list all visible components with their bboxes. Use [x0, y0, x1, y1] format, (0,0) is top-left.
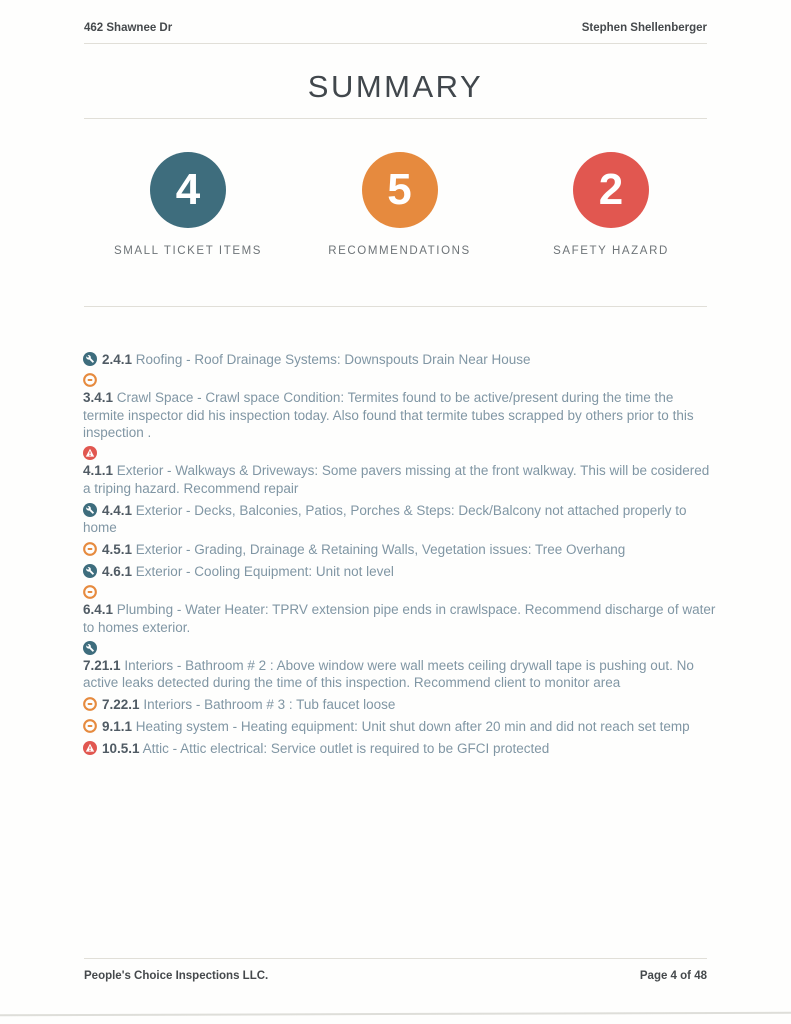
item-number: 2.4.1: [102, 352, 133, 367]
divider: [84, 43, 707, 44]
summary-counters: [0, 119, 791, 257]
minus-circle-icon: [83, 373, 97, 387]
summary-item: [83, 373, 718, 442]
item-text: Exterior - Cooling Equipment: Unit not level: [135, 564, 394, 579]
item-number: 4.5.1: [102, 542, 133, 557]
summary-item: [83, 585, 718, 636]
counter-small-ticket-items: [88, 152, 288, 257]
item-text: Exterior - Grading, Drainage & Retaining Walls, Vegetation issues: Tree Overhang: [135, 542, 626, 557]
item-number: 3.4.1: [83, 390, 114, 405]
item-number: 6.4.1: [83, 602, 114, 617]
counter-recommendations: [300, 152, 500, 257]
inspector-name: Stephen Shellenberger: [581, 22, 707, 34]
summary-item: [83, 502, 718, 537]
page-number: Page 4 of 48: [639, 970, 707, 982]
item-text: Heating system - Heating equipment: Unit shut down after 20 min and did not reach set temp: [135, 719, 690, 734]
wrench-icon: [83, 503, 97, 517]
divider: [84, 958, 707, 959]
divider: [84, 118, 707, 119]
item-text: Roofing - Roof Drainage Systems: Downspouts Drain Near House: [135, 352, 531, 367]
summary-item: [83, 696, 718, 714]
summary-item: [83, 718, 718, 736]
company-name: People's Choice Inspections LLC.: [84, 970, 269, 982]
wrench-icon: [83, 352, 97, 366]
item-text: Exterior - Walkways & Driveways: Some pavers missing at the front walkway. This will be cosidered a triping hazard. Recommend repair: [83, 463, 710, 496]
counter-label: SAFETY HAZARD: [553, 245, 669, 257]
item-text: Interiors - Bathroom # 3 : Tub faucet loose: [143, 697, 396, 712]
warning-icon: [83, 741, 97, 755]
counter-circle: 2: [573, 152, 649, 228]
wrench-icon: [83, 564, 97, 578]
scan-artifact-line: [0, 1012, 791, 1016]
item-number: 10.5.1: [102, 741, 140, 756]
item-number: 7.22.1: [102, 697, 140, 712]
findings-list: [0, 307, 791, 758]
summary-item: [83, 351, 718, 369]
property-address: 462 Shawnee Dr: [84, 22, 173, 34]
counter-circle: 5: [362, 152, 438, 228]
item-text: Plumbing - Water Heater: TPRV extension pipe ends in crawlspace. Recommend discharge of water to homes exterior.: [83, 602, 716, 635]
counter-label: RECOMMENDATIONS: [328, 245, 471, 257]
item-number: 9.1.1: [102, 719, 133, 734]
minus-circle-icon: [83, 697, 97, 711]
minus-circle-icon: [83, 719, 97, 733]
minus-circle-icon: [83, 585, 97, 599]
counter-label: SMALL TICKET ITEMS: [113, 245, 263, 257]
summary-item: [83, 446, 718, 497]
item-text: Crawl Space - Crawl space Condition: Termites found to be active/present during the time the termite inspector did his inspection today. Also found that termite tubes scrapped by others prior to this inspection .: [83, 390, 694, 440]
item-text: Exterior - Decks, Balconies, Patios, Porches & Steps: Deck/Balcony not attached properly to home: [83, 502, 687, 535]
summary-item: [83, 641, 718, 692]
warning-icon: [83, 446, 97, 460]
item-number: 4.1.1: [83, 463, 114, 478]
minus-circle-icon: [83, 542, 97, 556]
item-number: 4.4.1: [102, 502, 133, 518]
item-number: 7.21.1: [83, 657, 121, 673]
counter-safety-hazard: [511, 152, 711, 257]
summary-item: [83, 740, 718, 758]
page-footer: [0, 958, 791, 982]
divider: [84, 306, 707, 307]
summary-item: [83, 541, 718, 559]
item-text: Interiors - Bathroom # 2 : Above window were wall meets ceiling drywall tape is pushing out. No active leaks detected during the time of this inspection. Recommend client to monitor area: [83, 657, 694, 690]
summary-item: [83, 563, 718, 581]
wrench-icon: [83, 641, 97, 655]
item-number: 4.6.1: [102, 564, 133, 579]
page-title: SUMMARY: [307, 69, 484, 104]
counter-circle: 4: [150, 152, 226, 228]
item-text: Attic - Attic electrical: Service outlet is required to be GFCI protected: [142, 741, 550, 756]
page-header: [0, 0, 791, 34]
